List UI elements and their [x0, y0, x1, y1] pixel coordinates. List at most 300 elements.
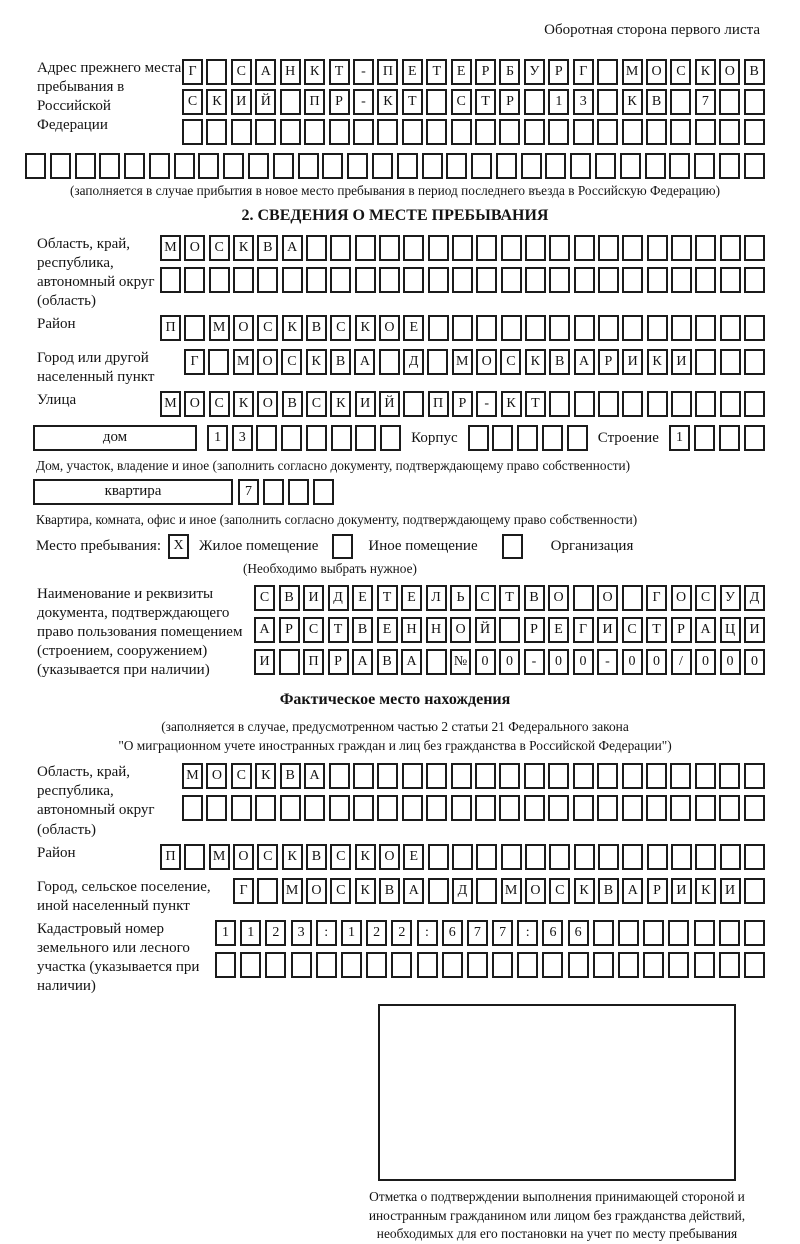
- char-cell[interactable]: [428, 235, 449, 261]
- char-cell[interactable]: [549, 315, 570, 341]
- char-cell[interactable]: Ц: [720, 617, 741, 643]
- char-cell[interactable]: С: [330, 844, 351, 870]
- char-cell[interactable]: П: [303, 649, 324, 675]
- char-cell[interactable]: [499, 795, 520, 821]
- char-cell[interactable]: О: [548, 585, 569, 611]
- char-cell[interactable]: [744, 119, 765, 145]
- char-cell[interactable]: [524, 89, 545, 115]
- char-cell[interactable]: [174, 153, 195, 179]
- char-cell[interactable]: К: [377, 89, 398, 115]
- char-cell[interactable]: А: [401, 649, 422, 675]
- char-cell[interactable]: Н: [426, 617, 447, 643]
- char-cell[interactable]: Г: [573, 59, 594, 85]
- char-cell[interactable]: [426, 795, 447, 821]
- char-cell[interactable]: [598, 235, 619, 261]
- char-cell[interactable]: Д: [403, 349, 424, 375]
- char-cell[interactable]: Ь: [450, 585, 471, 611]
- char-cell[interactable]: [427, 349, 448, 375]
- char-cell[interactable]: В: [280, 763, 301, 789]
- char-cell[interactable]: [366, 952, 387, 978]
- char-cell[interactable]: [647, 235, 668, 261]
- char-cell[interactable]: 2: [366, 920, 387, 946]
- char-cell[interactable]: [620, 153, 641, 179]
- char-cell[interactable]: [206, 795, 227, 821]
- char-cell[interactable]: О: [306, 878, 327, 904]
- char-cell[interactable]: [442, 952, 463, 978]
- char-cell[interactable]: [184, 267, 205, 293]
- char-cell[interactable]: [476, 844, 497, 870]
- char-cell[interactable]: [397, 153, 418, 179]
- char-cell[interactable]: К: [355, 844, 376, 870]
- char-cell[interactable]: [622, 763, 643, 789]
- char-cell[interactable]: [548, 119, 569, 145]
- char-cell[interactable]: [618, 952, 639, 978]
- checkbox-organization[interactable]: [502, 534, 523, 559]
- char-cell[interactable]: [492, 425, 513, 451]
- char-cell[interactable]: К: [355, 878, 376, 904]
- char-cell[interactable]: [744, 391, 765, 417]
- char-cell[interactable]: [377, 763, 398, 789]
- char-cell[interactable]: [573, 763, 594, 789]
- char-cell[interactable]: [426, 119, 447, 145]
- char-cell[interactable]: С: [231, 59, 252, 85]
- char-cell[interactable]: [622, 119, 643, 145]
- char-cell[interactable]: [573, 795, 594, 821]
- char-cell[interactable]: [496, 153, 517, 179]
- char-cell[interactable]: И: [622, 349, 643, 375]
- char-cell[interactable]: [573, 585, 594, 611]
- char-cell[interactable]: В: [257, 235, 278, 261]
- char-cell[interactable]: [668, 952, 689, 978]
- char-cell[interactable]: [50, 153, 71, 179]
- char-cell[interactable]: И: [671, 878, 692, 904]
- char-cell[interactable]: М: [622, 59, 643, 85]
- char-cell[interactable]: [646, 119, 667, 145]
- char-cell[interactable]: [647, 315, 668, 341]
- char-cell[interactable]: 7: [238, 479, 259, 505]
- char-cell[interactable]: [331, 425, 352, 451]
- char-cell[interactable]: К: [501, 391, 522, 417]
- char-cell[interactable]: [282, 267, 303, 293]
- char-cell[interactable]: С: [330, 315, 351, 341]
- char-cell[interactable]: 0: [720, 649, 741, 675]
- char-cell[interactable]: К: [622, 89, 643, 115]
- char-cell[interactable]: В: [306, 315, 327, 341]
- char-cell[interactable]: [184, 315, 205, 341]
- char-cell[interactable]: [646, 763, 667, 789]
- char-cell[interactable]: [525, 844, 546, 870]
- char-cell[interactable]: 1: [215, 920, 236, 946]
- char-cell[interactable]: [622, 795, 643, 821]
- char-cell[interactable]: [542, 425, 563, 451]
- char-cell[interactable]: [263, 479, 284, 505]
- char-cell[interactable]: О: [719, 59, 740, 85]
- char-cell[interactable]: К: [255, 763, 276, 789]
- checkbox-residential[interactable]: X: [168, 534, 189, 559]
- char-cell[interactable]: [645, 153, 666, 179]
- char-cell[interactable]: [306, 267, 327, 293]
- char-cell[interactable]: [670, 763, 691, 789]
- char-cell[interactable]: [499, 617, 520, 643]
- char-cell[interactable]: О: [233, 315, 254, 341]
- char-cell[interactable]: Е: [548, 617, 569, 643]
- char-cell[interactable]: :: [417, 920, 438, 946]
- char-cell[interactable]: М: [209, 315, 230, 341]
- char-cell[interactable]: [501, 267, 522, 293]
- char-cell[interactable]: [476, 878, 497, 904]
- char-cell[interactable]: Е: [403, 315, 424, 341]
- char-cell[interactable]: [542, 952, 563, 978]
- char-cell[interactable]: [255, 795, 276, 821]
- char-cell[interactable]: О: [379, 844, 400, 870]
- char-cell[interactable]: [223, 153, 244, 179]
- char-cell[interactable]: [240, 952, 261, 978]
- char-cell[interactable]: [475, 795, 496, 821]
- char-cell[interactable]: В: [377, 649, 398, 675]
- char-cell[interactable]: П: [428, 391, 449, 417]
- char-cell[interactable]: [377, 119, 398, 145]
- char-cell[interactable]: Б: [499, 59, 520, 85]
- char-cell[interactable]: [744, 89, 765, 115]
- char-cell[interactable]: Т: [377, 585, 398, 611]
- char-cell[interactable]: О: [233, 844, 254, 870]
- char-cell[interactable]: Д: [452, 878, 473, 904]
- char-cell[interactable]: [99, 153, 120, 179]
- char-cell[interactable]: Р: [548, 59, 569, 85]
- char-cell[interactable]: Д: [328, 585, 349, 611]
- char-cell[interactable]: С: [670, 59, 691, 85]
- char-cell[interactable]: №: [450, 649, 471, 675]
- char-cell[interactable]: М: [452, 349, 473, 375]
- char-cell[interactable]: В: [330, 349, 351, 375]
- char-cell[interactable]: [622, 315, 643, 341]
- char-cell[interactable]: Г: [182, 59, 203, 85]
- char-cell[interactable]: С: [303, 617, 324, 643]
- char-cell[interactable]: [524, 795, 545, 821]
- char-cell[interactable]: Т: [525, 391, 546, 417]
- char-cell[interactable]: [597, 795, 618, 821]
- char-cell[interactable]: [719, 425, 740, 451]
- char-cell[interactable]: В: [598, 878, 619, 904]
- char-cell[interactable]: Р: [279, 617, 300, 643]
- char-cell[interactable]: Р: [598, 349, 619, 375]
- char-cell[interactable]: [248, 153, 269, 179]
- char-cell[interactable]: [695, 119, 716, 145]
- char-cell[interactable]: [304, 795, 325, 821]
- char-cell[interactable]: [720, 267, 741, 293]
- char-cell[interactable]: О: [379, 315, 400, 341]
- char-cell[interactable]: [428, 315, 449, 341]
- char-cell[interactable]: [452, 267, 473, 293]
- char-cell[interactable]: [622, 844, 643, 870]
- char-cell[interactable]: [744, 795, 765, 821]
- char-cell[interactable]: [428, 267, 449, 293]
- char-cell[interactable]: [231, 119, 252, 145]
- char-cell[interactable]: Р: [647, 878, 668, 904]
- char-cell[interactable]: С: [500, 349, 521, 375]
- char-cell[interactable]: 1: [669, 425, 690, 451]
- char-cell[interactable]: У: [524, 59, 545, 85]
- char-cell[interactable]: [695, 844, 716, 870]
- char-cell[interactable]: [492, 952, 513, 978]
- char-cell[interactable]: [182, 119, 203, 145]
- char-cell[interactable]: [149, 153, 170, 179]
- char-cell[interactable]: П: [377, 59, 398, 85]
- char-cell[interactable]: [402, 795, 423, 821]
- char-cell[interactable]: [233, 267, 254, 293]
- char-cell[interactable]: [206, 59, 227, 85]
- char-cell[interactable]: Й: [379, 391, 400, 417]
- char-cell[interactable]: И: [671, 349, 692, 375]
- char-cell[interactable]: [593, 952, 614, 978]
- char-cell[interactable]: А: [354, 349, 375, 375]
- char-cell[interactable]: [720, 844, 741, 870]
- char-cell[interactable]: [160, 267, 181, 293]
- char-cell[interactable]: В: [646, 89, 667, 115]
- char-cell[interactable]: [355, 425, 376, 451]
- char-cell[interactable]: [426, 89, 447, 115]
- char-cell[interactable]: 6: [542, 920, 563, 946]
- char-cell[interactable]: [347, 153, 368, 179]
- char-cell[interactable]: Е: [451, 59, 472, 85]
- char-cell[interactable]: [549, 391, 570, 417]
- char-cell[interactable]: [255, 119, 276, 145]
- char-cell[interactable]: [744, 425, 765, 451]
- char-cell[interactable]: [622, 391, 643, 417]
- char-cell[interactable]: С: [451, 89, 472, 115]
- char-cell[interactable]: [182, 795, 203, 821]
- char-cell[interactable]: К: [282, 844, 303, 870]
- char-cell[interactable]: [257, 878, 278, 904]
- char-cell[interactable]: [313, 479, 334, 505]
- char-cell[interactable]: К: [233, 391, 254, 417]
- char-cell[interactable]: Й: [475, 617, 496, 643]
- char-cell[interactable]: [643, 920, 664, 946]
- char-cell[interactable]: 2: [265, 920, 286, 946]
- char-cell[interactable]: 1: [548, 89, 569, 115]
- char-cell[interactable]: С: [209, 391, 230, 417]
- char-cell[interactable]: Д: [744, 585, 765, 611]
- char-cell[interactable]: М: [182, 763, 203, 789]
- char-cell[interactable]: [744, 267, 765, 293]
- char-cell[interactable]: [719, 795, 740, 821]
- char-cell[interactable]: [597, 89, 618, 115]
- char-cell[interactable]: [521, 153, 542, 179]
- char-cell[interactable]: [476, 267, 497, 293]
- char-cell[interactable]: 0: [622, 649, 643, 675]
- char-cell[interactable]: О: [646, 59, 667, 85]
- char-cell[interactable]: [695, 763, 716, 789]
- char-cell[interactable]: [744, 153, 765, 179]
- char-cell[interactable]: М: [160, 235, 181, 261]
- char-cell[interactable]: [422, 153, 443, 179]
- char-cell[interactable]: [471, 153, 492, 179]
- char-cell[interactable]: [574, 235, 595, 261]
- char-cell[interactable]: М: [282, 878, 303, 904]
- char-cell[interactable]: [377, 795, 398, 821]
- char-cell[interactable]: [353, 795, 374, 821]
- char-cell[interactable]: [330, 267, 351, 293]
- char-cell[interactable]: Р: [475, 59, 496, 85]
- char-cell[interactable]: [622, 267, 643, 293]
- char-cell[interactable]: А: [254, 617, 275, 643]
- char-cell[interactable]: С: [281, 349, 302, 375]
- char-cell[interactable]: Р: [329, 89, 350, 115]
- char-cell[interactable]: [353, 119, 374, 145]
- char-cell[interactable]: Р: [524, 617, 545, 643]
- char-cell[interactable]: [215, 952, 236, 978]
- char-cell[interactable]: [298, 153, 319, 179]
- char-cell[interactable]: [525, 315, 546, 341]
- char-cell[interactable]: [593, 920, 614, 946]
- char-cell[interactable]: Е: [401, 585, 422, 611]
- char-cell[interactable]: С: [257, 315, 278, 341]
- char-cell[interactable]: А: [695, 617, 716, 643]
- char-cell[interactable]: [719, 920, 740, 946]
- char-cell[interactable]: [598, 315, 619, 341]
- char-cell[interactable]: 6: [568, 920, 589, 946]
- char-cell[interactable]: [403, 267, 424, 293]
- char-cell[interactable]: О: [257, 349, 278, 375]
- char-cell[interactable]: С: [209, 235, 230, 261]
- char-cell[interactable]: [256, 425, 277, 451]
- char-cell[interactable]: [695, 315, 716, 341]
- char-cell[interactable]: 2: [391, 920, 412, 946]
- char-cell[interactable]: [669, 153, 690, 179]
- char-cell[interactable]: Е: [352, 585, 373, 611]
- char-cell[interactable]: [671, 391, 692, 417]
- char-cell[interactable]: [720, 235, 741, 261]
- char-cell[interactable]: [273, 153, 294, 179]
- char-cell[interactable]: [372, 153, 393, 179]
- char-cell[interactable]: [744, 920, 765, 946]
- char-cell[interactable]: 7: [695, 89, 716, 115]
- char-cell[interactable]: [279, 649, 300, 675]
- char-cell[interactable]: [524, 119, 545, 145]
- char-cell[interactable]: [573, 119, 594, 145]
- char-cell[interactable]: В: [352, 617, 373, 643]
- char-cell[interactable]: [622, 235, 643, 261]
- char-cell[interactable]: 0: [646, 649, 667, 675]
- char-cell[interactable]: [524, 763, 545, 789]
- char-cell[interactable]: -: [353, 89, 374, 115]
- char-cell[interactable]: Т: [499, 585, 520, 611]
- char-cell[interactable]: А: [403, 878, 424, 904]
- char-cell[interactable]: И: [720, 878, 741, 904]
- char-cell[interactable]: [719, 952, 740, 978]
- char-cell[interactable]: 6: [442, 920, 463, 946]
- char-cell[interactable]: О: [597, 585, 618, 611]
- char-cell[interactable]: Н: [280, 59, 301, 85]
- char-cell[interactable]: [452, 844, 473, 870]
- char-cell[interactable]: 1: [207, 425, 228, 451]
- char-cell[interactable]: О: [184, 235, 205, 261]
- char-cell[interactable]: Р: [328, 649, 349, 675]
- char-cell[interactable]: [568, 952, 589, 978]
- char-cell[interactable]: К: [282, 315, 303, 341]
- char-cell[interactable]: [451, 795, 472, 821]
- char-cell[interactable]: Р: [499, 89, 520, 115]
- char-cell[interactable]: [355, 235, 376, 261]
- char-cell[interactable]: У: [720, 585, 741, 611]
- char-cell[interactable]: [719, 763, 740, 789]
- char-cell[interactable]: [426, 649, 447, 675]
- char-cell[interactable]: [329, 795, 350, 821]
- char-cell[interactable]: С: [182, 89, 203, 115]
- char-cell[interactable]: [330, 235, 351, 261]
- char-cell[interactable]: К: [647, 349, 668, 375]
- char-cell[interactable]: О: [184, 391, 205, 417]
- char-cell[interactable]: [720, 391, 741, 417]
- char-cell[interactable]: 3: [573, 89, 594, 115]
- char-cell[interactable]: 7: [492, 920, 513, 946]
- char-cell[interactable]: Т: [328, 617, 349, 643]
- char-cell[interactable]: -: [597, 649, 618, 675]
- char-cell[interactable]: [280, 89, 301, 115]
- char-cell[interactable]: [281, 425, 302, 451]
- char-cell[interactable]: 0: [744, 649, 765, 675]
- char-cell[interactable]: -: [524, 649, 545, 675]
- char-cell[interactable]: [231, 795, 252, 821]
- char-cell[interactable]: Е: [377, 617, 398, 643]
- char-cell[interactable]: М: [501, 878, 522, 904]
- char-cell[interactable]: [574, 315, 595, 341]
- char-cell[interactable]: [291, 952, 312, 978]
- char-cell[interactable]: [525, 267, 546, 293]
- char-cell[interactable]: [517, 425, 538, 451]
- char-cell[interactable]: [208, 349, 229, 375]
- char-cell[interactable]: [475, 119, 496, 145]
- char-cell[interactable]: В: [279, 585, 300, 611]
- char-cell[interactable]: О: [257, 391, 278, 417]
- char-cell[interactable]: [570, 153, 591, 179]
- char-cell[interactable]: [695, 391, 716, 417]
- char-cell[interactable]: К: [695, 878, 716, 904]
- char-cell[interactable]: С: [254, 585, 275, 611]
- char-cell[interactable]: С: [231, 763, 252, 789]
- char-cell[interactable]: [671, 267, 692, 293]
- char-cell[interactable]: [501, 844, 522, 870]
- char-cell[interactable]: [124, 153, 145, 179]
- char-cell[interactable]: [257, 267, 278, 293]
- char-cell[interactable]: Т: [646, 617, 667, 643]
- char-cell[interactable]: [694, 920, 715, 946]
- char-cell[interactable]: [353, 763, 374, 789]
- char-cell[interactable]: [719, 119, 740, 145]
- char-cell[interactable]: [598, 267, 619, 293]
- char-cell[interactable]: [646, 795, 667, 821]
- char-cell[interactable]: [446, 153, 467, 179]
- char-cell[interactable]: [671, 235, 692, 261]
- char-cell[interactable]: [694, 153, 715, 179]
- char-cell[interactable]: [280, 119, 301, 145]
- char-cell[interactable]: [643, 952, 664, 978]
- char-cell[interactable]: [744, 844, 765, 870]
- char-cell[interactable]: О: [450, 617, 471, 643]
- char-cell[interactable]: [597, 763, 618, 789]
- char-cell[interactable]: К: [233, 235, 254, 261]
- char-cell[interactable]: [341, 952, 362, 978]
- char-cell[interactable]: В: [282, 391, 303, 417]
- char-cell[interactable]: [695, 267, 716, 293]
- char-cell[interactable]: [695, 349, 716, 375]
- char-cell[interactable]: П: [304, 89, 325, 115]
- char-cell[interactable]: К: [304, 59, 325, 85]
- char-cell[interactable]: [694, 952, 715, 978]
- char-cell[interactable]: К: [306, 349, 327, 375]
- char-cell[interactable]: [597, 119, 618, 145]
- char-cell[interactable]: [595, 153, 616, 179]
